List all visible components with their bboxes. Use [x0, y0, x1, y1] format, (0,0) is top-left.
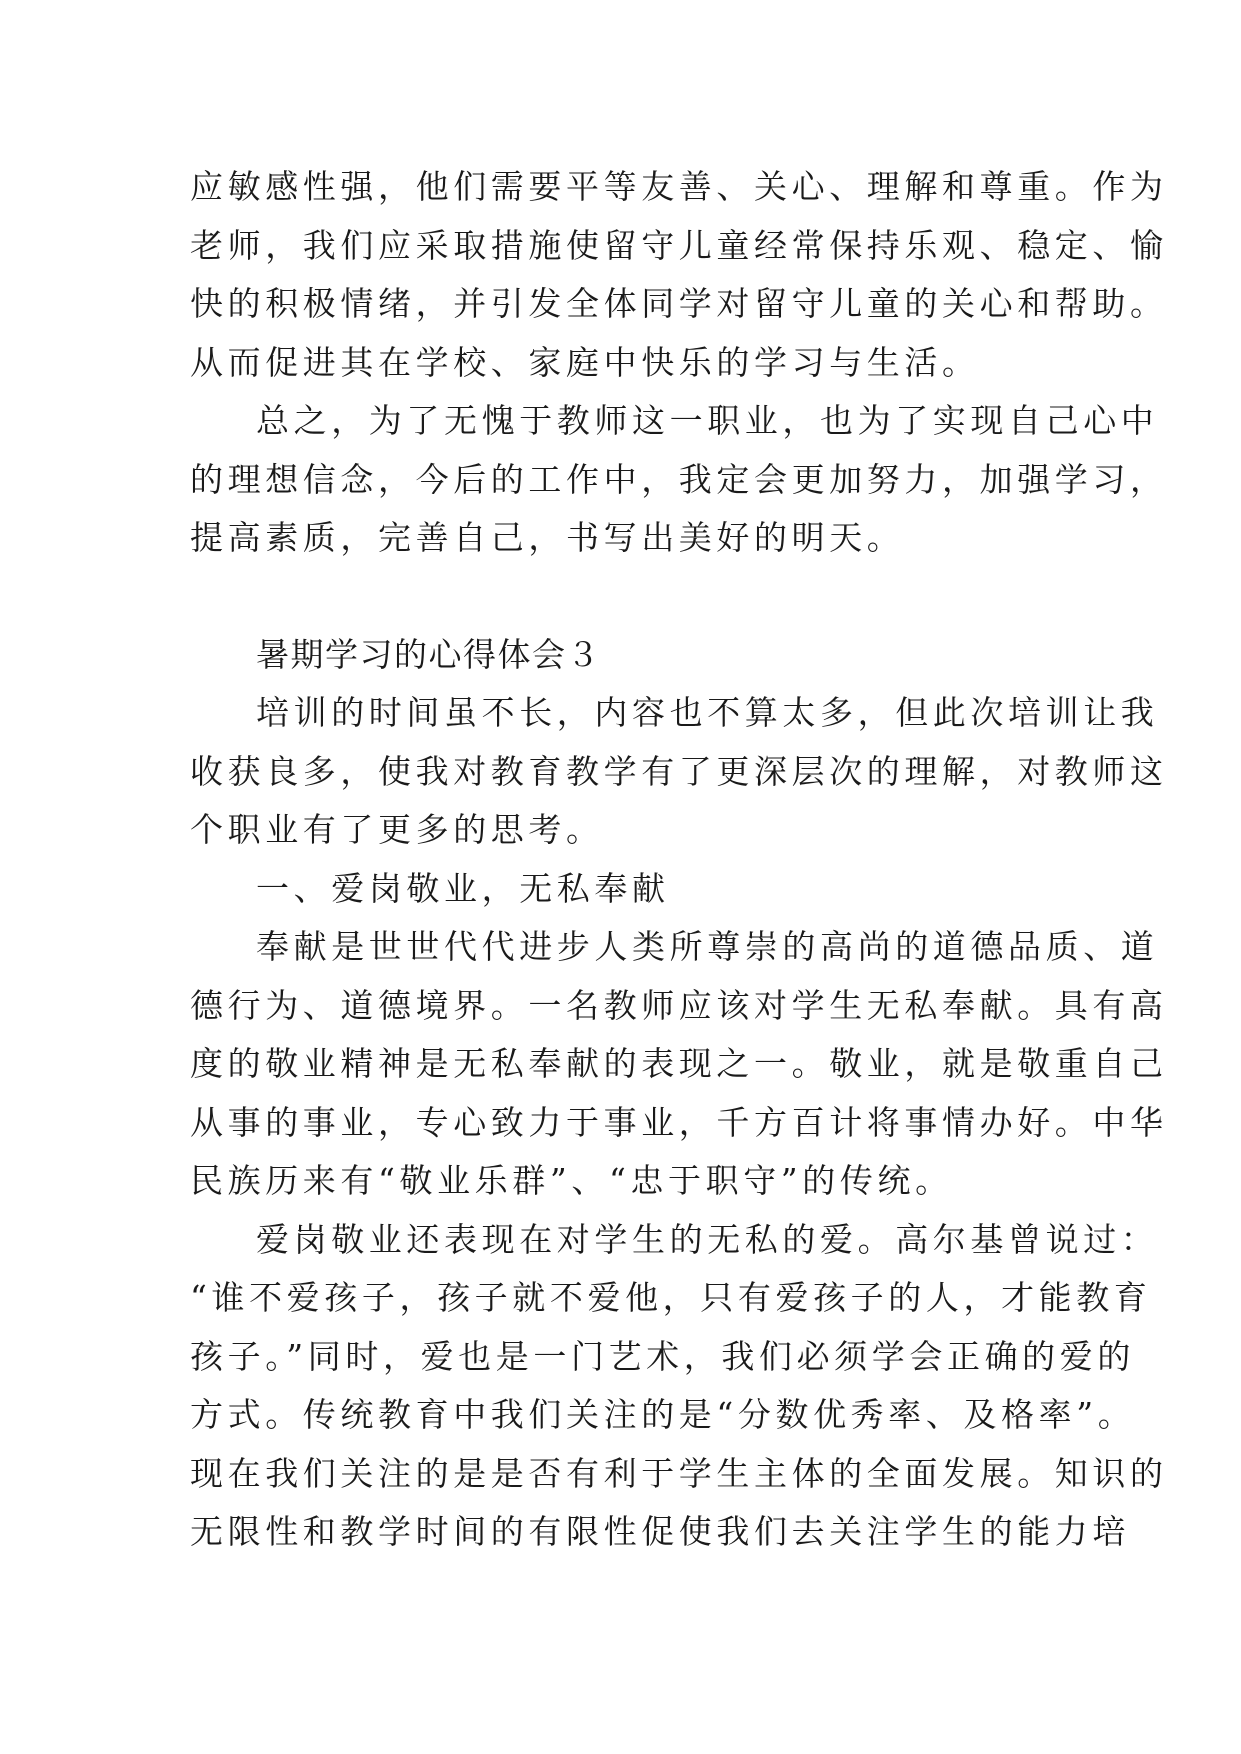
text-line: 快的积极情绪，并引发全体同学对留守儿童的关心和帮助。	[190, 284, 1168, 323]
subheading: 一、爱岗敬业，无私奉献	[256, 868, 670, 908]
document-body	[190, 158, 1168, 1562]
text-line: 现在我们关注的是是否有利于学生主体的全面发展。知识的	[190, 1453, 1168, 1493]
text-line: 孩子。”同时，爱也是一门艺术，我们必须学会正确的爱的	[190, 1336, 1135, 1376]
text-line: 德行为、道德境界。一名教师应该对学生无私奉献。具有高	[190, 985, 1168, 1025]
text-line: 应敏感性强，他们需要平等友善、关心、理解和尊重。作为	[190, 167, 1168, 206]
text-line: 个职业有了更多的思考。	[190, 810, 604, 849]
text-line: 提高素质，完善自己，书写出美好的明天。	[190, 518, 905, 557]
text-line: 老师，我们应采取措施使留守儿童经常保持乐观、稳定、愉	[190, 225, 1168, 265]
section-spacer	[190, 568, 1070, 626]
text-line: 奉献是世世代代进步人类所尊崇的高尚的道德品质、道	[256, 927, 1159, 966]
section-title: 暑期学习的心得体会３	[256, 634, 601, 674]
text-line: 爱岗敬业还表现在对学生的无私的爱。高尔基曾说过：	[256, 1219, 1159, 1259]
text-line: 总之，为了无愧于教师这一职业，也为了实现自己心中	[256, 401, 1159, 440]
text-line: 民族历来有“敬业乐群”、“忠于职守”的传统。	[190, 1161, 953, 1200]
text-line: “谁不爱孩子，孩子就不爱他，只有爱孩子的人，才能教育	[190, 1278, 1152, 1317]
text-line: 从而促进其在学校、家庭中快乐的学习与生活。	[190, 342, 980, 382]
text-line: 的理想信念，今后的工作中，我定会更加努力，加强学习，	[190, 459, 1168, 499]
text-line: 从事的事业，专心致力于事业，千方百计将事情办好。中华	[190, 1102, 1168, 1142]
text-line: 无限性和教学时间的有限性促使我们去关注学生的能力培	[190, 1512, 1130, 1551]
text-line: 收获良多，使我对教育教学有了更深层次的理解，对教师这	[190, 751, 1168, 791]
text-line: 培训的时间虽不长，内容也不算太多，但此次培训让我	[256, 693, 1159, 732]
text-line: 方式。传统教育中我们关注的是“分数优秀率、及格率”。	[190, 1395, 1136, 1434]
text-line: 度的敬业精神是无私奉献的表现之一。敬业，就是敬重自己	[190, 1044, 1168, 1083]
